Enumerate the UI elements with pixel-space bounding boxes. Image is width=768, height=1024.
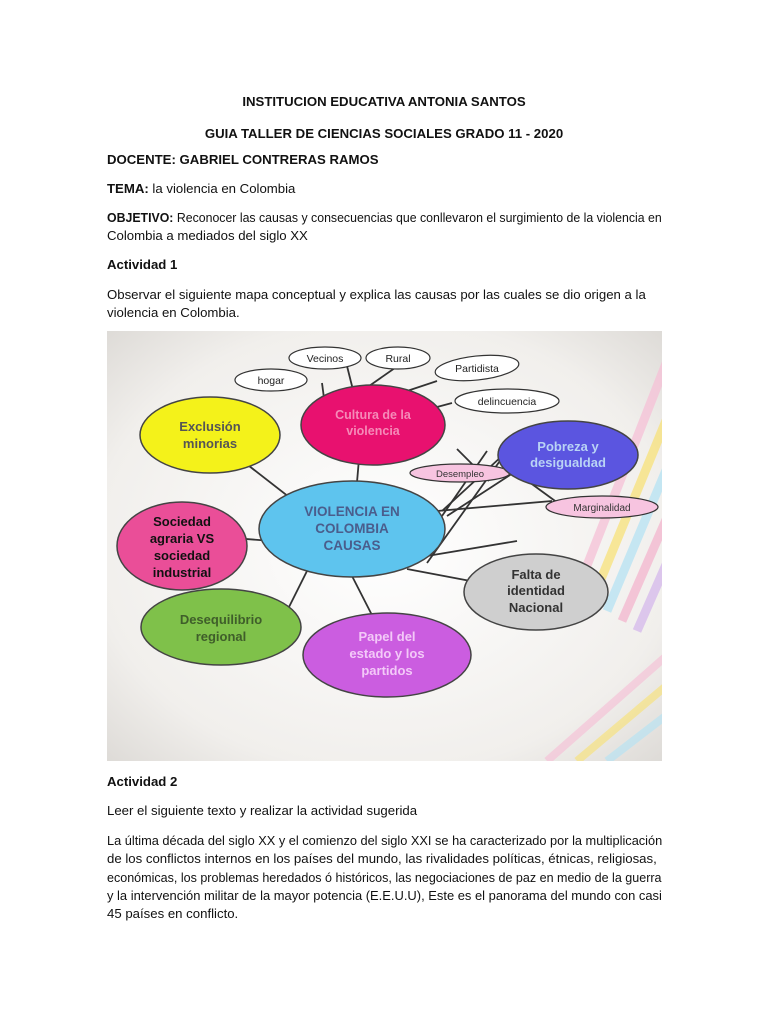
delincuencia-label: delincuencia (477, 396, 537, 408)
node-sociedad (117, 502, 247, 590)
center-label-2: COLOMBIA (315, 521, 389, 536)
exclusion-label-1: Exclusión (179, 419, 241, 434)
sociedad-label-2: agraria VS (149, 531, 215, 546)
objetivo-text-2: Colombia a mediados del siglo XX (107, 228, 308, 243)
pobreza-label-2: desigualdad (530, 455, 606, 470)
center-label-3: CAUSAS (323, 538, 381, 553)
actividad1-title: Actividad 1 (107, 257, 178, 272)
vecinos-label: Vecinos (306, 353, 344, 365)
falta-label-3: Nacional (508, 600, 564, 615)
node-delincuencia (455, 389, 559, 413)
falta-label-2: identidad (507, 583, 565, 598)
papel-label-2: estado y los (349, 646, 425, 661)
node-hogar (235, 369, 307, 391)
actividad1-text-2: violencia en Colombia. (107, 305, 240, 320)
objetivo-text-1: Reconocer las causas y consecuencias que conllevaron el surgimiento de la violencia en (173, 210, 662, 225)
desequilibrio-label-2: regional (195, 629, 247, 644)
sociedad-label-3: sociedad (153, 548, 211, 563)
center-label-1: VIOLENCIA EN (304, 504, 400, 519)
node-papel (303, 613, 471, 697)
paragraph-line-4: y la intervención militar de la mayor potencia (E.E.U.U), Este es el panorama del mundo con casi (107, 887, 662, 903)
guide-title: GUIA TALLER DE CIENCIAS SOCIALES GRADO 11 - 2020 (204, 126, 564, 141)
exclusion-label-2: minorias (182, 436, 238, 451)
sociedad-label-4: industrial (152, 565, 212, 580)
node-cultura (301, 385, 445, 465)
concept-map-svg (107, 331, 662, 761)
cultura-label-2: violencia (346, 424, 400, 438)
node-desequilibrio (141, 589, 301, 665)
node-rural (366, 347, 430, 369)
actividad2-title: Actividad 2 (107, 774, 178, 789)
paragraph-line-2: de los conflictos internos en los países del mundo, las rivalidades políticas, étnicas, religiosas, (107, 851, 657, 867)
objetivo-label: OBJETIVO: (107, 210, 174, 225)
docente-label: DOCENTE: (107, 152, 176, 167)
tema-label: TEMA: (107, 181, 149, 196)
concept-map (107, 331, 662, 761)
actividad2-instruction: Leer el siguiente texto y realizar la actividad sugerida (107, 803, 418, 818)
tema-value: la violencia en Colombia (148, 181, 296, 196)
objetivo-line-1 (107, 209, 662, 227)
marginalidad-label: Marginalidad (573, 503, 631, 514)
node-falta (464, 554, 608, 630)
papel-label-1: Papel del (358, 629, 416, 644)
hogar-label: hogar (257, 375, 285, 387)
sociedad-label-1: Sociedad (153, 514, 211, 529)
desequilibrio-label-1: Desequilibrio (179, 612, 263, 627)
institution-title: INSTITUCION EDUCATIVA ANTONIA SANTOS (242, 94, 526, 109)
actividad1-text-1: Observar el siguiente mapa conceptual y explica las causas por las cuales se dio origen a la (107, 287, 646, 302)
node-desempleo (410, 464, 510, 482)
paragraph-line-3: económicas, los problemas heredados ó históricos, las negociaciones de paz en medio de la guerra (107, 869, 662, 885)
partidista-label: Partidista (455, 363, 499, 375)
docente-name: GABRIEL CONTRERAS RAMOS (179, 152, 379, 167)
docente-line (107, 151, 379, 169)
desempleo-label: Desempleo (435, 469, 485, 480)
paragraph-line-5: 45 países en conflicto. (107, 906, 239, 922)
paragraph-line-1: La última década del siglo XX y el comienzo del siglo XXI se ha caracterizado por la multiplicación (107, 833, 663, 848)
node-exclusion (140, 397, 280, 473)
node-center (259, 481, 445, 577)
pobreza-label-1: Pobreza y (537, 439, 599, 454)
actividad2-paragraph (107, 832, 662, 923)
papel-label-3: partidos (361, 663, 413, 678)
node-pobreza (498, 421, 638, 489)
falta-label-1: Falta de (511, 567, 561, 582)
node-marginalidad (546, 496, 658, 518)
cultura-label-1: Cultura de la (335, 408, 411, 422)
rural-label: Rural (385, 353, 411, 365)
tema-line (107, 180, 295, 198)
node-vecinos (289, 347, 361, 369)
